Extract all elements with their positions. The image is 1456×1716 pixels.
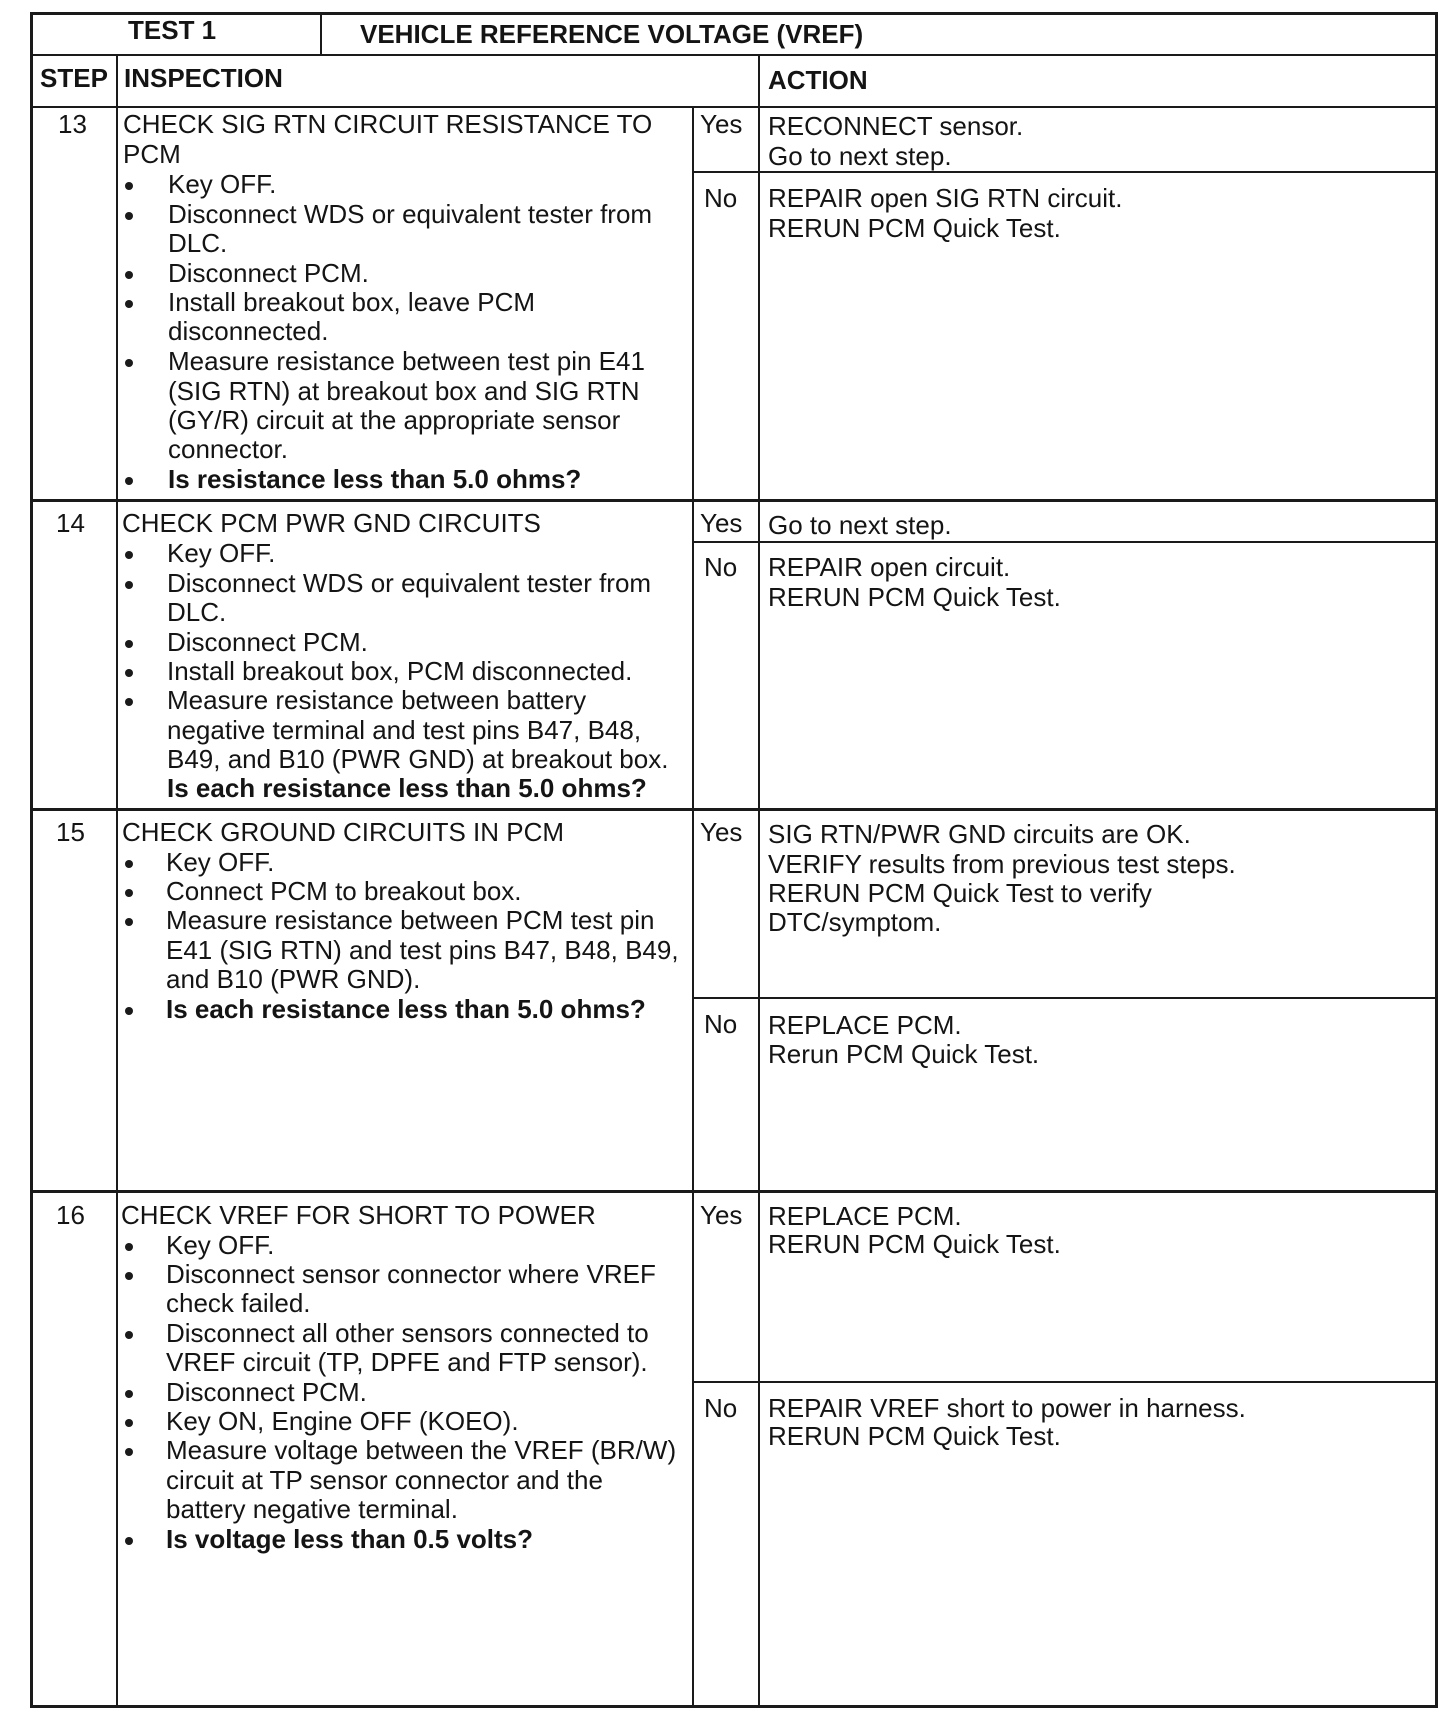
inspection-bullet-line: negative terminal and test pins B47, B48,	[167, 715, 642, 745]
inspection-title-line: PCM	[123, 139, 181, 169]
bullet-dot	[125, 1272, 133, 1280]
inspection-bullet-line: Disconnect sensor connector where VREF	[166, 1259, 656, 1289]
bullet-dot	[125, 1243, 133, 1251]
table-border	[30, 1705, 1438, 1708]
bullet-dot	[125, 1537, 133, 1545]
action-line: RERUN PCM Quick Test.	[768, 582, 1061, 612]
action-line: SIG RTN/PWR GND circuits are OK.	[768, 819, 1191, 849]
inspection-bullet-line: Disconnect PCM.	[166, 1377, 367, 1407]
yes-no-divider	[692, 541, 1438, 543]
action-line: RERUN PCM Quick Test to verify	[768, 878, 1152, 908]
column-divider	[320, 12, 322, 56]
inspection-bullet-line: Measure resistance between PCM test pin	[166, 905, 655, 935]
column-header-step: STEP	[40, 63, 108, 93]
inspection-title-line: CHECK PCM PWR GND CIRCUITS	[122, 508, 541, 538]
action-line: Go to next step.	[768, 510, 952, 540]
step-number: 15	[56, 817, 85, 847]
inspection-bullet-line: Install breakout box, leave PCM	[168, 287, 536, 317]
inspection-bullet-line: Key OFF.	[167, 538, 276, 568]
inspection-bullet-line: Disconnect PCM.	[168, 258, 369, 288]
step-number: 16	[56, 1200, 85, 1230]
action-line: RERUN PCM Quick Test.	[768, 1421, 1061, 1451]
step-number: 14	[56, 508, 85, 538]
bullet-dot	[125, 581, 133, 589]
inspection-bullet-line: (SIG RTN) at breakout box and SIG RTN	[168, 376, 640, 406]
yes-label: Yes	[700, 817, 743, 847]
inspection-bullet-line: Install breakout box, PCM disconnected.	[167, 656, 633, 686]
action-line: REPLACE PCM.	[768, 1010, 962, 1040]
yes-no-divider	[692, 171, 1438, 173]
yes-no-divider	[692, 997, 1438, 999]
inspection-bullet-line: and B10 (PWR GND).	[166, 964, 421, 994]
no-label: No	[704, 183, 738, 213]
action-line: VERIFY results from previous test steps.	[768, 849, 1236, 879]
inspection-bullet-line: Measure resistance between test pin E41	[168, 346, 645, 376]
action-line: REPLACE PCM.	[768, 1201, 962, 1231]
inspection-bullet-line: Disconnect PCM.	[167, 627, 368, 657]
no-label: No	[704, 552, 738, 582]
action-line: REPAIR open circuit.	[768, 552, 1011, 582]
table-border	[30, 12, 33, 1708]
inspection-bullet-line: disconnected.	[168, 316, 329, 346]
inspection-bullet-line: Disconnect WDS or equivalent tester from	[167, 568, 652, 598]
bullet-dot	[125, 1419, 133, 1427]
action-line: Go to next step.	[768, 141, 952, 171]
inspection-question: Is resistance less than 5.0 ohms?	[168, 464, 582, 494]
inspection-bullet-line: check failed.	[166, 1288, 311, 1318]
bullet-dot	[125, 300, 133, 308]
table-border	[30, 12, 1438, 15]
inspection-question: Is voltage less than 0.5 volts?	[166, 1524, 534, 1554]
inspection-bullet-line: Disconnect WDS or equivalent tester from	[168, 199, 653, 229]
inspection-title-line: CHECK SIG RTN CIRCUIT RESISTANCE TO	[123, 109, 653, 139]
column-divider	[692, 108, 694, 1708]
inspection-question: Is each resistance less than 5.0 ohms?	[166, 994, 646, 1024]
action-line: REPAIR VREF short to power in harness.	[768, 1393, 1246, 1423]
column-header-inspection: INSPECTION	[124, 63, 283, 93]
bullet-dot	[125, 551, 133, 559]
inspection-bullet-line: circuit at TP sensor connector and the	[166, 1465, 603, 1495]
yes-no-divider	[692, 1381, 1438, 1383]
bullet-dot	[125, 271, 133, 279]
row-divider	[30, 499, 1438, 502]
no-label: No	[704, 1009, 738, 1039]
action-line: RECONNECT sensor.	[768, 111, 1024, 141]
inspection-bullet-line: battery negative terminal.	[166, 1494, 458, 1524]
inspection-bullet-line: VREF circuit (TP, DPFE and FTP sensor).	[166, 1347, 648, 1377]
action-line: DTC/symptom.	[768, 907, 942, 937]
diagnostic-table	[30, 12, 1438, 1708]
inspection-bullet-line: Key ON, Engine OFF (KOEO).	[166, 1406, 519, 1436]
inspection-bullet-line: Measure voltage between the VREF (BR/W)	[166, 1435, 677, 1465]
test-number: TEST 1	[128, 15, 217, 45]
bullet-dot	[125, 1007, 133, 1015]
row-divider	[30, 1190, 1438, 1193]
bullet-dot	[125, 477, 133, 485]
inspection-title-line: CHECK GROUND CIRCUITS IN PCM	[122, 817, 565, 847]
action-line: REPAIR open SIG RTN circuit.	[768, 183, 1123, 213]
yes-label: Yes	[700, 1200, 743, 1230]
bullet-dot	[125, 918, 133, 926]
inspection-bullet-line: connector.	[168, 434, 288, 464]
bullet-dot	[125, 889, 133, 897]
step-number: 13	[58, 109, 87, 139]
test-title: VEHICLE REFERENCE VOLTAGE (VREF)	[360, 19, 864, 49]
action-line: RERUN PCM Quick Test.	[768, 213, 1061, 243]
inspection-bullet-line: DLC.	[167, 597, 227, 627]
bullet-dot	[125, 640, 133, 648]
yes-label: Yes	[700, 508, 743, 538]
inspection-title-line: CHECK VREF FOR SHORT TO POWER	[121, 1200, 596, 1230]
inspection-bullet-line: B49, and B10 (PWR GND) at breakout box.	[167, 744, 669, 774]
inspection-bullet-line: Key OFF.	[166, 847, 275, 877]
yes-label: Yes	[700, 109, 743, 139]
bullet-dot	[125, 1390, 133, 1398]
column-header-action: ACTION	[768, 65, 868, 95]
column-divider	[116, 56, 118, 1708]
inspection-bullet-line: (GY/R) circuit at the appropriate sensor	[168, 405, 621, 435]
bullet-dot	[125, 1448, 133, 1456]
bullet-dot	[125, 212, 133, 220]
inspection-bullet-line: Connect PCM to breakout box.	[166, 876, 522, 906]
action-line: Rerun PCM Quick Test.	[768, 1039, 1040, 1069]
inspection-bullet-line: Key OFF.	[168, 169, 277, 199]
inspection-bullet-line: E41 (SIG RTN) and test pins B47, B48, B49,	[166, 935, 679, 965]
row-divider	[30, 106, 1438, 108]
bullet-dot	[125, 698, 133, 706]
inspection-bullet-line: Measure resistance between battery	[167, 685, 587, 715]
bullet-dot	[125, 860, 133, 868]
inspection-bullet-line: Key OFF.	[166, 1230, 275, 1260]
bullet-dot	[125, 359, 133, 367]
column-divider	[758, 56, 760, 1708]
inspection-bullet-line: DLC.	[168, 228, 228, 258]
bullet-dot	[125, 669, 133, 677]
action-line: RERUN PCM Quick Test.	[768, 1229, 1061, 1259]
inspection-question: Is each resistance less than 5.0 ohms?	[167, 773, 647, 803]
bullet-dot	[125, 182, 133, 190]
row-divider	[30, 808, 1438, 811]
no-label: No	[704, 1393, 738, 1423]
bullet-dot	[125, 1331, 133, 1339]
inspection-bullet-line: Disconnect all other sensors connected to	[166, 1318, 649, 1348]
row-divider	[30, 54, 1438, 56]
table-border	[1435, 12, 1438, 1708]
